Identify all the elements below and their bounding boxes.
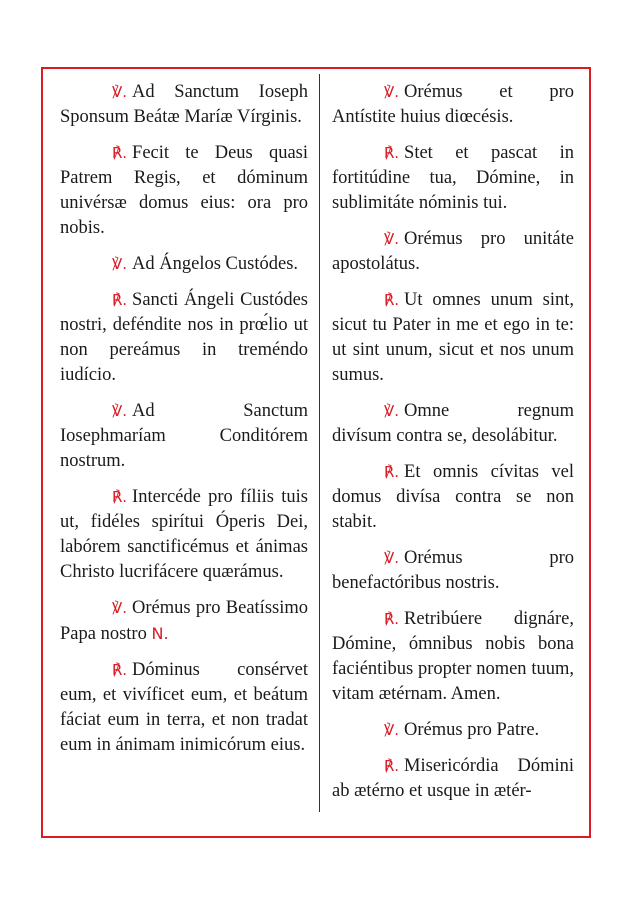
response-text: Ut omnes unum sint, sicut tu Pater in me et ego in te: ut sint unum, sicut et nos unum sumus. xyxy=(332,290,574,385)
response-symbol: ℟. xyxy=(384,463,400,481)
response-symbol: ℟. xyxy=(112,291,128,309)
response-symbol: ℟. xyxy=(384,291,400,309)
response-text: Intercéde pro fíliis tuis ut, fidéles spirítui Óperis Dei, labórem sanctificémus et ánimas Christo lucrifácere quærámus. xyxy=(60,487,308,582)
versicle-text: Omne regnum divísum contra se, desolábitur. xyxy=(332,401,574,446)
versicle-paragraph xyxy=(332,546,574,596)
versicle-symbol: ℣. xyxy=(384,402,400,420)
right-column xyxy=(332,80,574,815)
response-symbol: ℟. xyxy=(384,144,400,162)
versicle-symbol: ℣. xyxy=(384,721,400,739)
response-paragraph xyxy=(332,754,574,804)
response-text: Et omnis cívitas vel domus divísa contra se non stabit. xyxy=(332,462,574,532)
versicle-symbol: ℣. xyxy=(384,83,400,101)
response-paragraph xyxy=(60,288,308,388)
versicle-paragraph xyxy=(60,399,308,474)
pope-name-placeholder: N. xyxy=(151,624,169,643)
versicle-text: Orémus pro Beatíssimo Papa nostro xyxy=(60,598,308,644)
response-text: Stet et pascat in fortitúdine tua, Dómine, in sublimitáte nóminis tui. xyxy=(332,143,574,213)
versicle-paragraph xyxy=(332,718,574,743)
response-symbol: ℟. xyxy=(384,757,400,775)
response-text: Sancti Ángeli Custódes nostri, deféndite nos in prœ́lio ut non pereámus in treméndo iudício. xyxy=(60,290,308,385)
response-symbol: ℟. xyxy=(112,144,128,162)
versicle-paragraph xyxy=(332,227,574,277)
response-symbol: ℟. xyxy=(112,488,128,506)
versicle-symbol: ℣. xyxy=(384,549,400,567)
versicle-text: Orémus et pro Antístite huius diœcésis. xyxy=(332,82,574,127)
response-symbol: ℟. xyxy=(112,661,128,679)
response-paragraph xyxy=(60,141,308,241)
versicle-paragraph xyxy=(332,399,574,449)
versicle-paragraph xyxy=(332,80,574,130)
response-symbol: ℟. xyxy=(384,610,400,628)
versicle-symbol: ℣. xyxy=(384,230,400,248)
versicle-text: Orémus pro benefactóribus nostris. xyxy=(332,548,574,593)
versicle-symbol: ℣. xyxy=(112,402,128,420)
versicle-paragraph xyxy=(60,596,308,647)
versicle-paragraph xyxy=(60,252,308,277)
response-paragraph xyxy=(332,460,574,535)
versicle-symbol: ℣. xyxy=(112,599,128,617)
response-paragraph xyxy=(60,658,308,758)
versicle-symbol: ℣. xyxy=(112,83,128,101)
response-paragraph xyxy=(60,485,308,585)
versicle-text: Orémus pro unitáte apostolátus. xyxy=(332,229,574,274)
versicle-text: Ad Ángelos Custódes. xyxy=(132,254,299,274)
response-paragraph xyxy=(332,288,574,388)
response-paragraph xyxy=(332,141,574,216)
versicle-text: Ad Sanctum Iosephmaríam Conditórem nostrum. xyxy=(60,401,308,471)
response-text: Dóminus consérvet eum, et vivíficet eum, et beátum fáciat eum in terra, et non tradat eum in ánimam inimicórum eius. xyxy=(60,660,308,755)
response-text: Misericórdia Dómini ab ætérno et usque in ætér- xyxy=(332,756,574,801)
versicle-text: Orémus pro Patre. xyxy=(404,720,540,740)
left-column xyxy=(60,80,308,769)
versicle-paragraph xyxy=(60,80,308,130)
versicle-text: Ad Sanctum Ioseph Sponsum Beátæ Maríæ Vírginis. xyxy=(60,82,308,127)
versicle-symbol: ℣. xyxy=(112,255,128,273)
response-paragraph xyxy=(332,607,574,707)
column-divider xyxy=(319,74,320,812)
response-text: Retribúere dignáre, Dómine, ómnibus nobis bona faciéntibus propter nomen tuum, vitam ætérnam. Amen. xyxy=(332,609,574,704)
response-text: Fecit te Deus quasi Patrem Regis, et dóminum univérsæ domus eius: ora pro nobis. xyxy=(60,143,308,238)
